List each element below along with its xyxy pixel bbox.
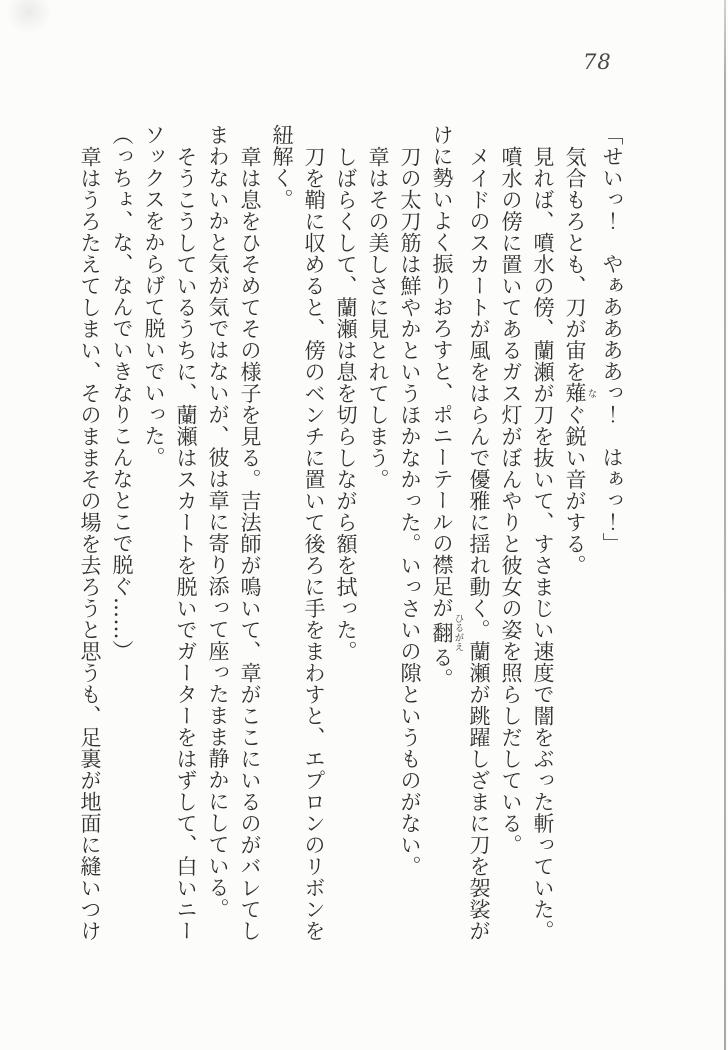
text-column: メイドのスカートが風をはらんで優雅に揺れ動く。蘭瀬が跳躍しざまに刀を袈裟が: [467, 145, 491, 941]
text-column: まわないかと気が気ではないが、彼は章に寄り添って座ったまま静かにしている。: [206, 124, 230, 920]
text-column: 章はその美しさに見とれてしまう。: [366, 145, 390, 490]
text-column: ソックスをからげて脱いでいった。: [142, 124, 166, 468]
text-column: そうこうしているうちに、蘭瀬はスカートを脱いでガーターをはずして、白いニー: [174, 145, 198, 941]
page-number: 78: [583, 50, 612, 74]
text-column: 「せいっ！ やぁああああっ！ はぁっ！」: [600, 124, 624, 554]
text-column: 刀の太刀筋は鮮やかというほかなかった。いっさいの隙というものがない。: [398, 145, 422, 877]
text-column: しばらくして、蘭瀬は息を切らしながら額を拭った。: [334, 145, 358, 662]
scan-artifact: [6, 0, 52, 34]
text-column: （っちょ、な、なんでいきなりこんなとこで脱ぐ……）: [110, 124, 134, 662]
text-column: 刀を鞘に収めると、傍のベンチに置いて後ろに手をまわすと、エプロンのリボンを: [302, 145, 326, 941]
text-columns: [74, 124, 628, 944]
text-column: 章は息をひそめてその様子を見る。吉法師が鳴いて、章がここにいるのがバレてし: [238, 145, 262, 941]
text-column: 見れば、噴水の傍、蘭瀬が刀を抜いて、すさまじい速度で闇をぶった斬っていた。: [531, 145, 555, 941]
text-column: 噴水の傍に置いてあるガス灯がぼんやりと彼女の姿を照らしだしている。: [499, 145, 523, 855]
text-column: 紐解く。: [270, 124, 294, 210]
page-edge-line: [724, 0, 726, 1050]
text-column: 気合もろとも、刀が宙を薙なぐ鋭い音がする。: [563, 145, 597, 576]
text-column: けに勢いよく振りおろすと、ポニーテールの襟足が翻ひるがえる。: [430, 124, 464, 690]
text-column: 章はうろたえてしまい、そのままその場を去ろうと思うも、足裏が地面に縫いつけ: [78, 145, 102, 941]
